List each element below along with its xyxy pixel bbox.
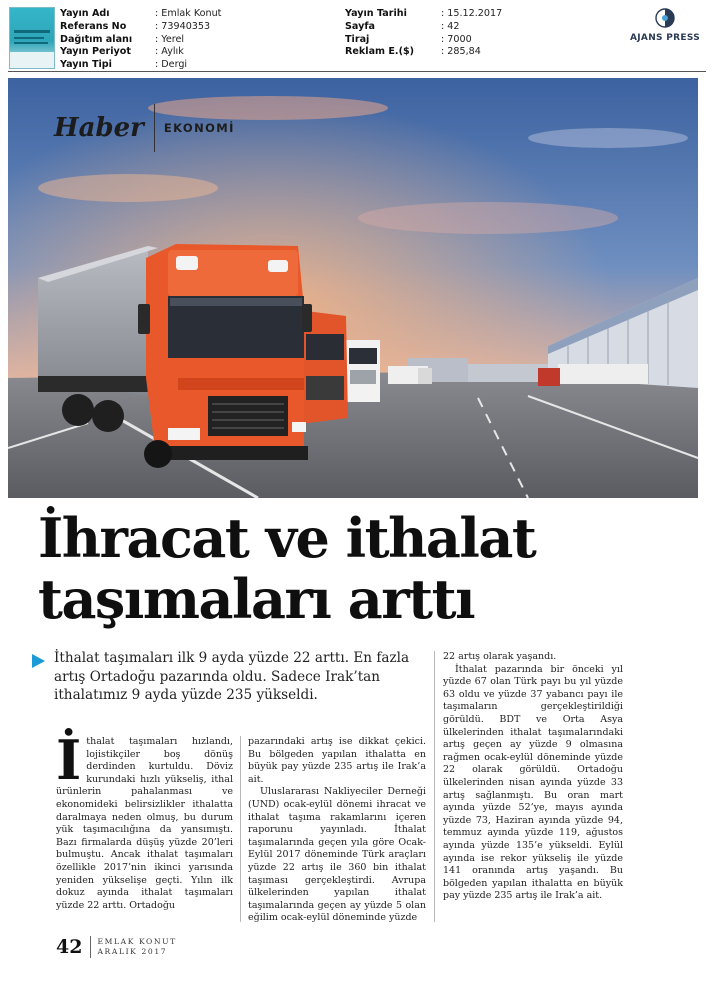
headline [38,508,698,630]
magazine-name: EMLAK KONUT [97,937,177,947]
section-category: EKONOMİ [163,121,235,135]
body-paragraph: İthalat pazarında bir önceki yıl yüzde 67 olan Türk payı bu yıl yüzde 63 oldu ve yüzde 37 yabancı payı ile taşımaların gerçekleştirildiği görüldü. BDT ve Orta Asya ülkelerinden ithalat taşımalarındaki artış geçen ay yüzde 9 olmasına rağmen ocak-eylül döneminde yüzde 22 olarak görüldü. Ortadoğu ülkelerinden nisan ayında yüzde 33 artış sağlanmıştı. Bu oran mart ayında yüzde 52’ye, mayıs ayında yüzde 73, Haziran ayında yüzde 94, temmuz ayında yüzde 119, ağustos ayında yüzde 135’e yükseldi. Eylül ayında ise rekor yükseliş ile yüzde 141 oranında artış yaşandı. Bu bölgeden yapılan ithalatta en büyük pay yüzde 235 artış ile Irak’a ait. [443,663,623,902]
meta-row: Yayın Periyot : Aylık [60,46,184,58]
body-column-2 [248,736,426,925]
body-paragraph: thalat taşımaları hızlandı, lojistikçiler boş dönüş derdinden kurtuldu. Döviz kurundaki hızlı yükseliş, ithal ürünlerin pahalanması ve ekonomideki belirsizlikler ithalatta daralmaya neden olmuş, bu durum yük taşımacılığına da yansımıştı. Bazı firmalarda düşüş yüzde 20’leri bulmuştu. Ancak ithalat taşımaları özellikle 2017’nin ikinci yarısında yeniden yükselişe geçti. Yılın ilk dokuz ayında ithalat taşımaları yüzde 22 arttı. Ortadoğu [56,736,233,911]
meta-row: Reklam E.($) : 285,84 [345,46,481,58]
meta-row: Yayın Adı : Emlak Konut [60,8,222,19]
clipping-header [8,6,706,72]
meta-row: Yayın Tarihi : 15.12.2017 [345,8,503,19]
section-name: Haber [54,113,144,143]
agency-name: AJANS PRESS [630,33,700,43]
headline-line-1: İhracat ve ithalat [38,506,536,570]
meta-row: Tiraj : 7000 [345,33,472,45]
meta-row: Referans No : 73940353 [60,20,211,32]
column-divider [240,736,241,922]
clipping-meta-left [60,8,221,72]
section-label [54,104,235,152]
body-column-3 [443,651,623,903]
headline-line-2: taşımaları arttı [38,567,475,631]
body-paragraph: Uluslararası Nakliyeciler Derneği (UND) ocak-eylül dönemi ihracat ve ithalat taşıma rakamlarını içeren raporunu yayınladı. İthalat taşımalarında geçen yıla göre Ocak-Eylül 2017 döneminde Türk araçları yüzde 22 artış ile 360 bin ithalat taşıması gerçekleştirdi. Avrupa ülkelerinden yapılan ithalat taşımalarında geçen ay yüzde 5 olan eğilim ocak-eylül döneminde yüzde [248,786,426,924]
clipping-meta-right [345,8,502,59]
meta-row: Yayın Tipi : Dergi [60,59,188,71]
meta-row: Sayfa : 42 [345,20,460,32]
footer-divider [90,936,91,958]
agency-logo [624,8,706,43]
ajans-press-logo-icon [655,8,675,28]
lead-arrow-icon [32,654,45,668]
body-paragraph: 22 artış olarak yaşandı. [443,651,557,662]
drop-cap: İ [56,728,82,792]
section-divider [154,104,155,152]
body-paragraph: pazarındaki artış ise dikkat çekici. Bu bölgeden yapılan ithalatta en büyük pay yüzde 235 artış ile Irak’a ait. [248,736,426,785]
column-divider [434,651,435,922]
article-photo [8,78,698,498]
meta-row: Dağıtım alanı : Yerel [60,33,185,45]
page-footer [56,936,177,958]
publication-thumbnail [9,7,55,69]
lead-paragraph: İthalat taşımaları ilk 9 ayda yüzde 22 arttı. En fazla artış Ortadoğu pazarında oldu. Sadece Irak’tan ithalatımız 9 ayda yüzde 235 yükseldi. [54,650,410,703]
magazine-info [97,937,176,956]
page-number: 42 [56,936,83,958]
body-column-1 [56,728,233,912]
magazine-issue: ARALIK 2017 [97,947,168,956]
